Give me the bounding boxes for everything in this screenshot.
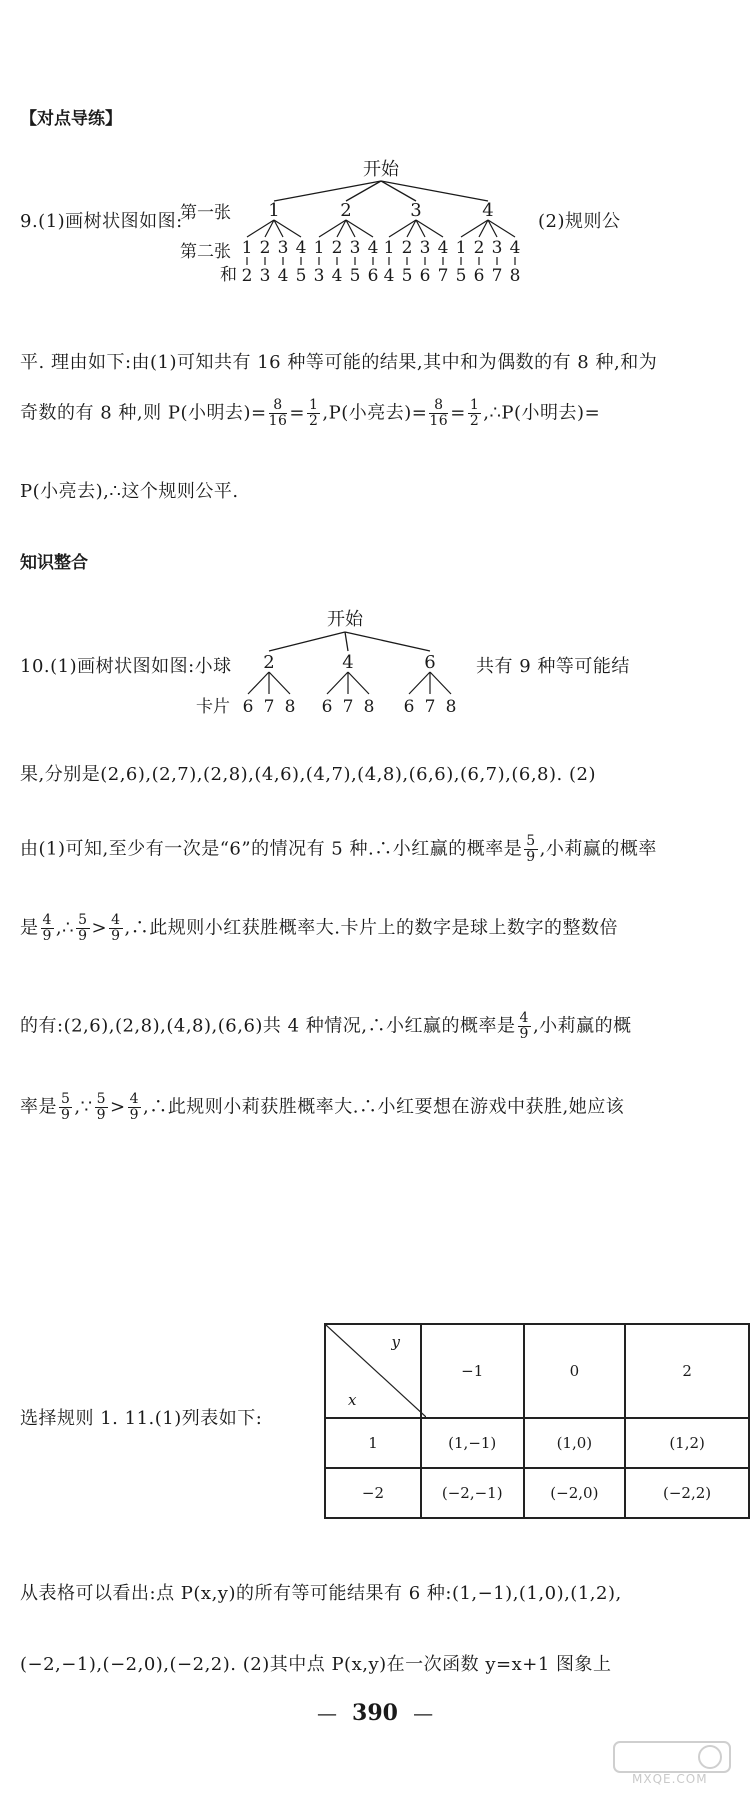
tree-branch	[269, 672, 290, 694]
tree-node-second: 4	[367, 238, 379, 258]
q10-line-4: 是 $\frac{4}{9}$ ,∴ $\frac{5}{9}$ > $\frac{4}{9}$ ,∴此规则小红获胜概率大.卡片上的数字是球上数字的整数倍	[20, 912, 618, 944]
tree-node-ball: 4	[342, 652, 354, 673]
tree-branch	[381, 181, 488, 201]
tree-node-sum: 5	[401, 266, 413, 286]
tree-node-first: 3	[410, 200, 422, 221]
q10-outcomes-line: 果,分别是(2,6),(2,7),(2,8),(4,6),(4,7),(4,8),(6,6),(6,7),(6,8). (2)	[20, 764, 596, 785]
diagonal-line	[326, 1325, 426, 1417]
q9-conclusion-line: P(小亮去),∴这个规则公平.	[20, 481, 239, 502]
q9-row-label-sum: 和	[220, 265, 237, 285]
q10-suffix: 共有 9 种等可能结	[476, 656, 630, 677]
tree-node-second: 1	[383, 238, 395, 258]
q11-outcome-table	[324, 1323, 750, 1519]
tree-branch	[327, 672, 348, 694]
tree-node-second: 2	[331, 238, 343, 258]
tree-node-card: 7	[424, 697, 436, 717]
fraction-4-9: $\frac{4}{9}$	[129, 1091, 140, 1123]
tree-branch	[248, 672, 269, 694]
corner-x-label: x	[348, 1391, 357, 1409]
q10-line-3: 由(1)可知,至少有一次是“6”的情况有 5 种.∴小红赢的概率是 $\frac{5}{9}$ ,小莉赢的概率	[20, 833, 657, 865]
tree-node-second: 4	[437, 238, 449, 258]
table-row	[325, 1468, 749, 1518]
tree-node-sum: 7	[491, 266, 503, 286]
q10-line-5: 的有:(2,6),(2,8),(4,8),(6,6)共 4 种情况,∴小红赢的概率是 $\frac{4}{9}$ ,小莉赢的概	[20, 1010, 632, 1042]
q11-prefix: 选择规则 1. 11.(1)列表如下:	[20, 1408, 263, 1429]
tree-branch	[274, 181, 381, 201]
tree-node-second: 1	[241, 238, 253, 258]
watermark-text: MXQE.COM	[632, 1772, 708, 1786]
tree-branch	[348, 672, 369, 694]
tree-branch	[430, 672, 451, 694]
tree-node-second: 1	[313, 238, 325, 258]
tree-node-second: 2	[401, 238, 413, 258]
tree-node-sum: 7	[437, 266, 449, 286]
fraction-5-9: $\frac{5}{9}$	[61, 1091, 71, 1123]
tree-node-first: 1	[268, 200, 280, 221]
tree-node-card: 7	[342, 697, 354, 717]
tree-node-first: 2	[340, 200, 352, 221]
watermark-logo	[612, 1740, 732, 1790]
fraction-4-9: $\frac{4}{9}$	[519, 1010, 529, 1042]
tree-node-sum: 8	[509, 266, 521, 286]
table-cell: (−2,−1)	[421, 1468, 524, 1518]
tree-node-second: 3	[491, 238, 503, 258]
fraction-8-16: $\frac{8}{16}$	[429, 397, 449, 429]
tree-node-second: 4	[295, 238, 307, 258]
tree-node-sum: 3	[259, 266, 271, 286]
q9-row-label-first: 第一张	[180, 203, 231, 223]
q10-prefix: 10.(1)画树状图如图:小球	[20, 656, 232, 677]
tree-node-ball: 2	[263, 652, 275, 673]
tree-branch	[269, 632, 345, 651]
q9-suffix: (2)规则公	[538, 211, 621, 232]
fraction-5-9: $\frac{5}{9}$	[526, 833, 536, 865]
q11-part2-line: (−2,−1),(−2,0),(−2,2). (2)其中点 P(x,y)在一次函数 y=x+1 图象上	[20, 1654, 612, 1675]
tree-node-ball: 6	[424, 652, 436, 673]
q10-tree-diagram	[190, 605, 480, 725]
tree-node-second: 3	[277, 238, 289, 258]
footer-dash-right: —	[413, 1701, 434, 1725]
tree-node-second: 1	[455, 238, 467, 258]
q9-reason-line: 平. 理由如下:由(1)可知共有 16 种等可能的结果,其中和为偶数的有 8 种,和为	[20, 352, 658, 373]
tree-node-second: 4	[509, 238, 521, 258]
tree-node-first: 4	[482, 200, 494, 221]
tree-node-sum: 5	[455, 266, 467, 286]
q11-result-line: 从表格可以看出:点 P(x,y)的所有等可能结果有 6 种:(1,−1),(1,0),(1,2),	[20, 1583, 622, 1604]
tree-node-sum: 3	[313, 266, 325, 286]
tree-branch	[345, 632, 348, 651]
tree-node-sum: 6	[419, 266, 431, 286]
tree-branch	[409, 672, 430, 694]
table-header-row	[325, 1324, 749, 1418]
row-header: 1	[325, 1418, 421, 1468]
tree-node-card: 8	[363, 697, 375, 717]
tree-node-sum: 4	[331, 266, 343, 286]
q9-text-a: 奇数的有 8 种,则 P(小明去)=	[20, 402, 267, 424]
table-corner-cell	[325, 1324, 421, 1418]
tree-node-sum: 5	[295, 266, 307, 286]
tree-node-sum: 2	[241, 266, 253, 286]
table-cell: (−2,2)	[625, 1468, 749, 1518]
tree-node-second: 3	[349, 238, 361, 258]
col-header: −1	[421, 1324, 524, 1418]
table-cell: (1,0)	[524, 1418, 626, 1468]
q9-probability-line: 奇数的有 8 种,则 P(小明去)= $\frac{8}{16}$ = $\frac{1}{2}$ ,P(小亮去)= $\frac{8}{16}$ = $\frac{1}{2}$ ,∴P(小明去)=	[20, 397, 601, 429]
q9-row-label-second: 第二张	[180, 242, 231, 262]
tree-node-card: 7	[263, 697, 275, 717]
corner-y-label: y	[391, 1333, 400, 1351]
col-header: 0	[524, 1324, 626, 1418]
q10-row-label-card: 卡片	[196, 697, 230, 717]
fraction-5-9: $\frac{5}{9}$	[96, 1091, 107, 1123]
tree-node-second: 2	[473, 238, 485, 258]
fraction-5-9: $\frac{5}{9}$	[78, 912, 88, 944]
q9-tree-root: 开始	[363, 159, 399, 180]
tree-node-sum: 5	[349, 266, 361, 286]
fraction-4-9: $\frac{4}{9}$	[42, 912, 52, 944]
tree-node-card: 6	[321, 697, 333, 717]
table-cell: (1,2)	[625, 1418, 749, 1468]
fraction-1-2: $\frac{1}{2}$	[309, 397, 319, 429]
fraction-8-16: $\frac{8}{16}$	[268, 397, 288, 429]
tree-node-sum: 6	[473, 266, 485, 286]
page-number: 390	[352, 1700, 398, 1726]
section-title-integration: 知识整合	[20, 553, 88, 573]
tree-branch	[345, 632, 430, 651]
tree-node-second: 3	[419, 238, 431, 258]
fraction-1-2: $\frac{1}{2}$	[469, 397, 480, 429]
q10-line-6: 率是 $\frac{5}{9}$ ,∵ $\frac{5}{9}$ > $\frac{4}{9}$ ,∴此规则小莉获胜概率大.∴小红要想在游戏中获胜,她应该	[20, 1091, 625, 1123]
table-cell: (1,−1)	[421, 1418, 524, 1468]
page-footer	[0, 1700, 750, 1726]
q9-tree-diagram	[170, 155, 540, 295]
tree-node-sum: 4	[277, 266, 289, 286]
tree-node-second: 2	[259, 238, 271, 258]
col-header: 2	[625, 1324, 749, 1418]
q10-tree-root: 开始	[327, 609, 363, 630]
tree-node-sum: 6	[367, 266, 379, 286]
section-title-practice: 【对点导练】	[20, 109, 122, 129]
tree-node-card: 6	[242, 697, 254, 717]
table-cell: (−2,0)	[524, 1468, 626, 1518]
q9-prefix: 9.(1)画树状图如图:	[20, 211, 183, 232]
tree-node-card: 8	[445, 697, 457, 717]
footer-dash-left: —	[316, 1701, 337, 1725]
tree-node-card: 6	[403, 697, 415, 717]
tree-node-card: 8	[284, 697, 296, 717]
row-header: −2	[325, 1468, 421, 1518]
tree-node-sum: 4	[383, 266, 395, 286]
table-row	[325, 1418, 749, 1468]
fraction-4-9: $\frac{4}{9}$	[111, 912, 121, 944]
